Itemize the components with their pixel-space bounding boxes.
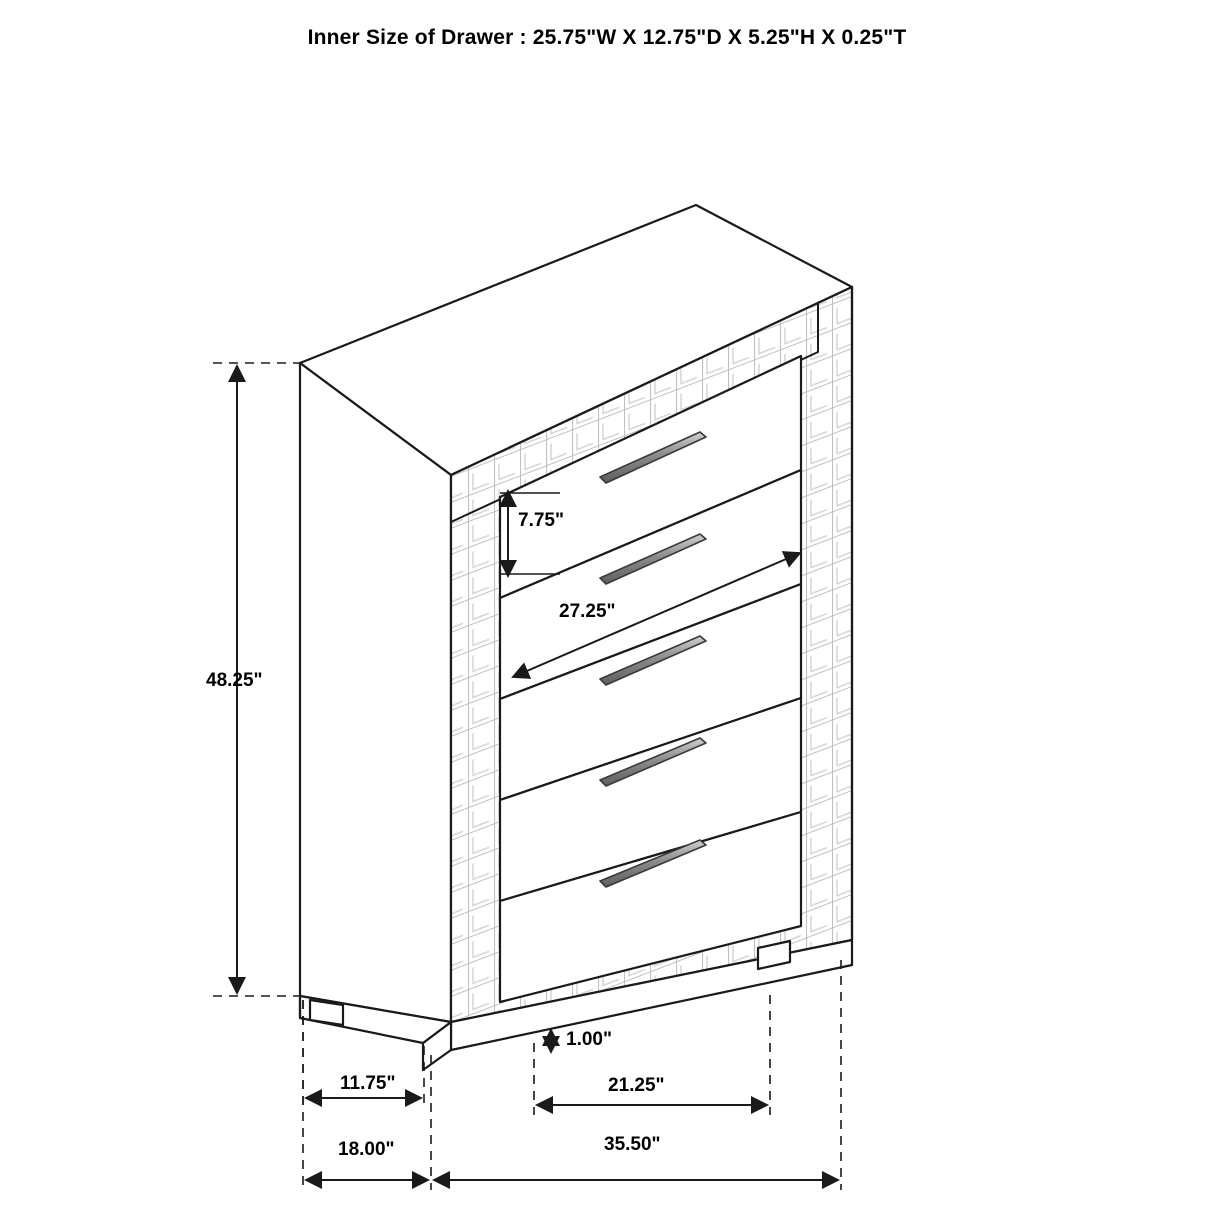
dim-label-width-total: 35.50" — [604, 1134, 661, 1155]
dim-label-height: 48.25" — [206, 670, 263, 691]
dim-label-front-span: 21.25" — [608, 1075, 665, 1096]
dim-label-drawer-height: 7.75" — [518, 510, 564, 531]
foot-left — [310, 1000, 343, 1025]
dim-label-plinth: 1.00" — [566, 1029, 612, 1050]
dim-label-depth-total: 18.00" — [338, 1139, 395, 1160]
page-title: Inner Size of Drawer : 25.75"W X 12.75"D X 5.25"H X 0.25"T — [307, 26, 907, 49]
dim-label-drawer-width: 27.25" — [559, 601, 616, 622]
chest-body — [300, 205, 852, 1070]
left-side-panel — [300, 363, 451, 1022]
dim-label-depth-inner: 11.75" — [340, 1073, 396, 1094]
